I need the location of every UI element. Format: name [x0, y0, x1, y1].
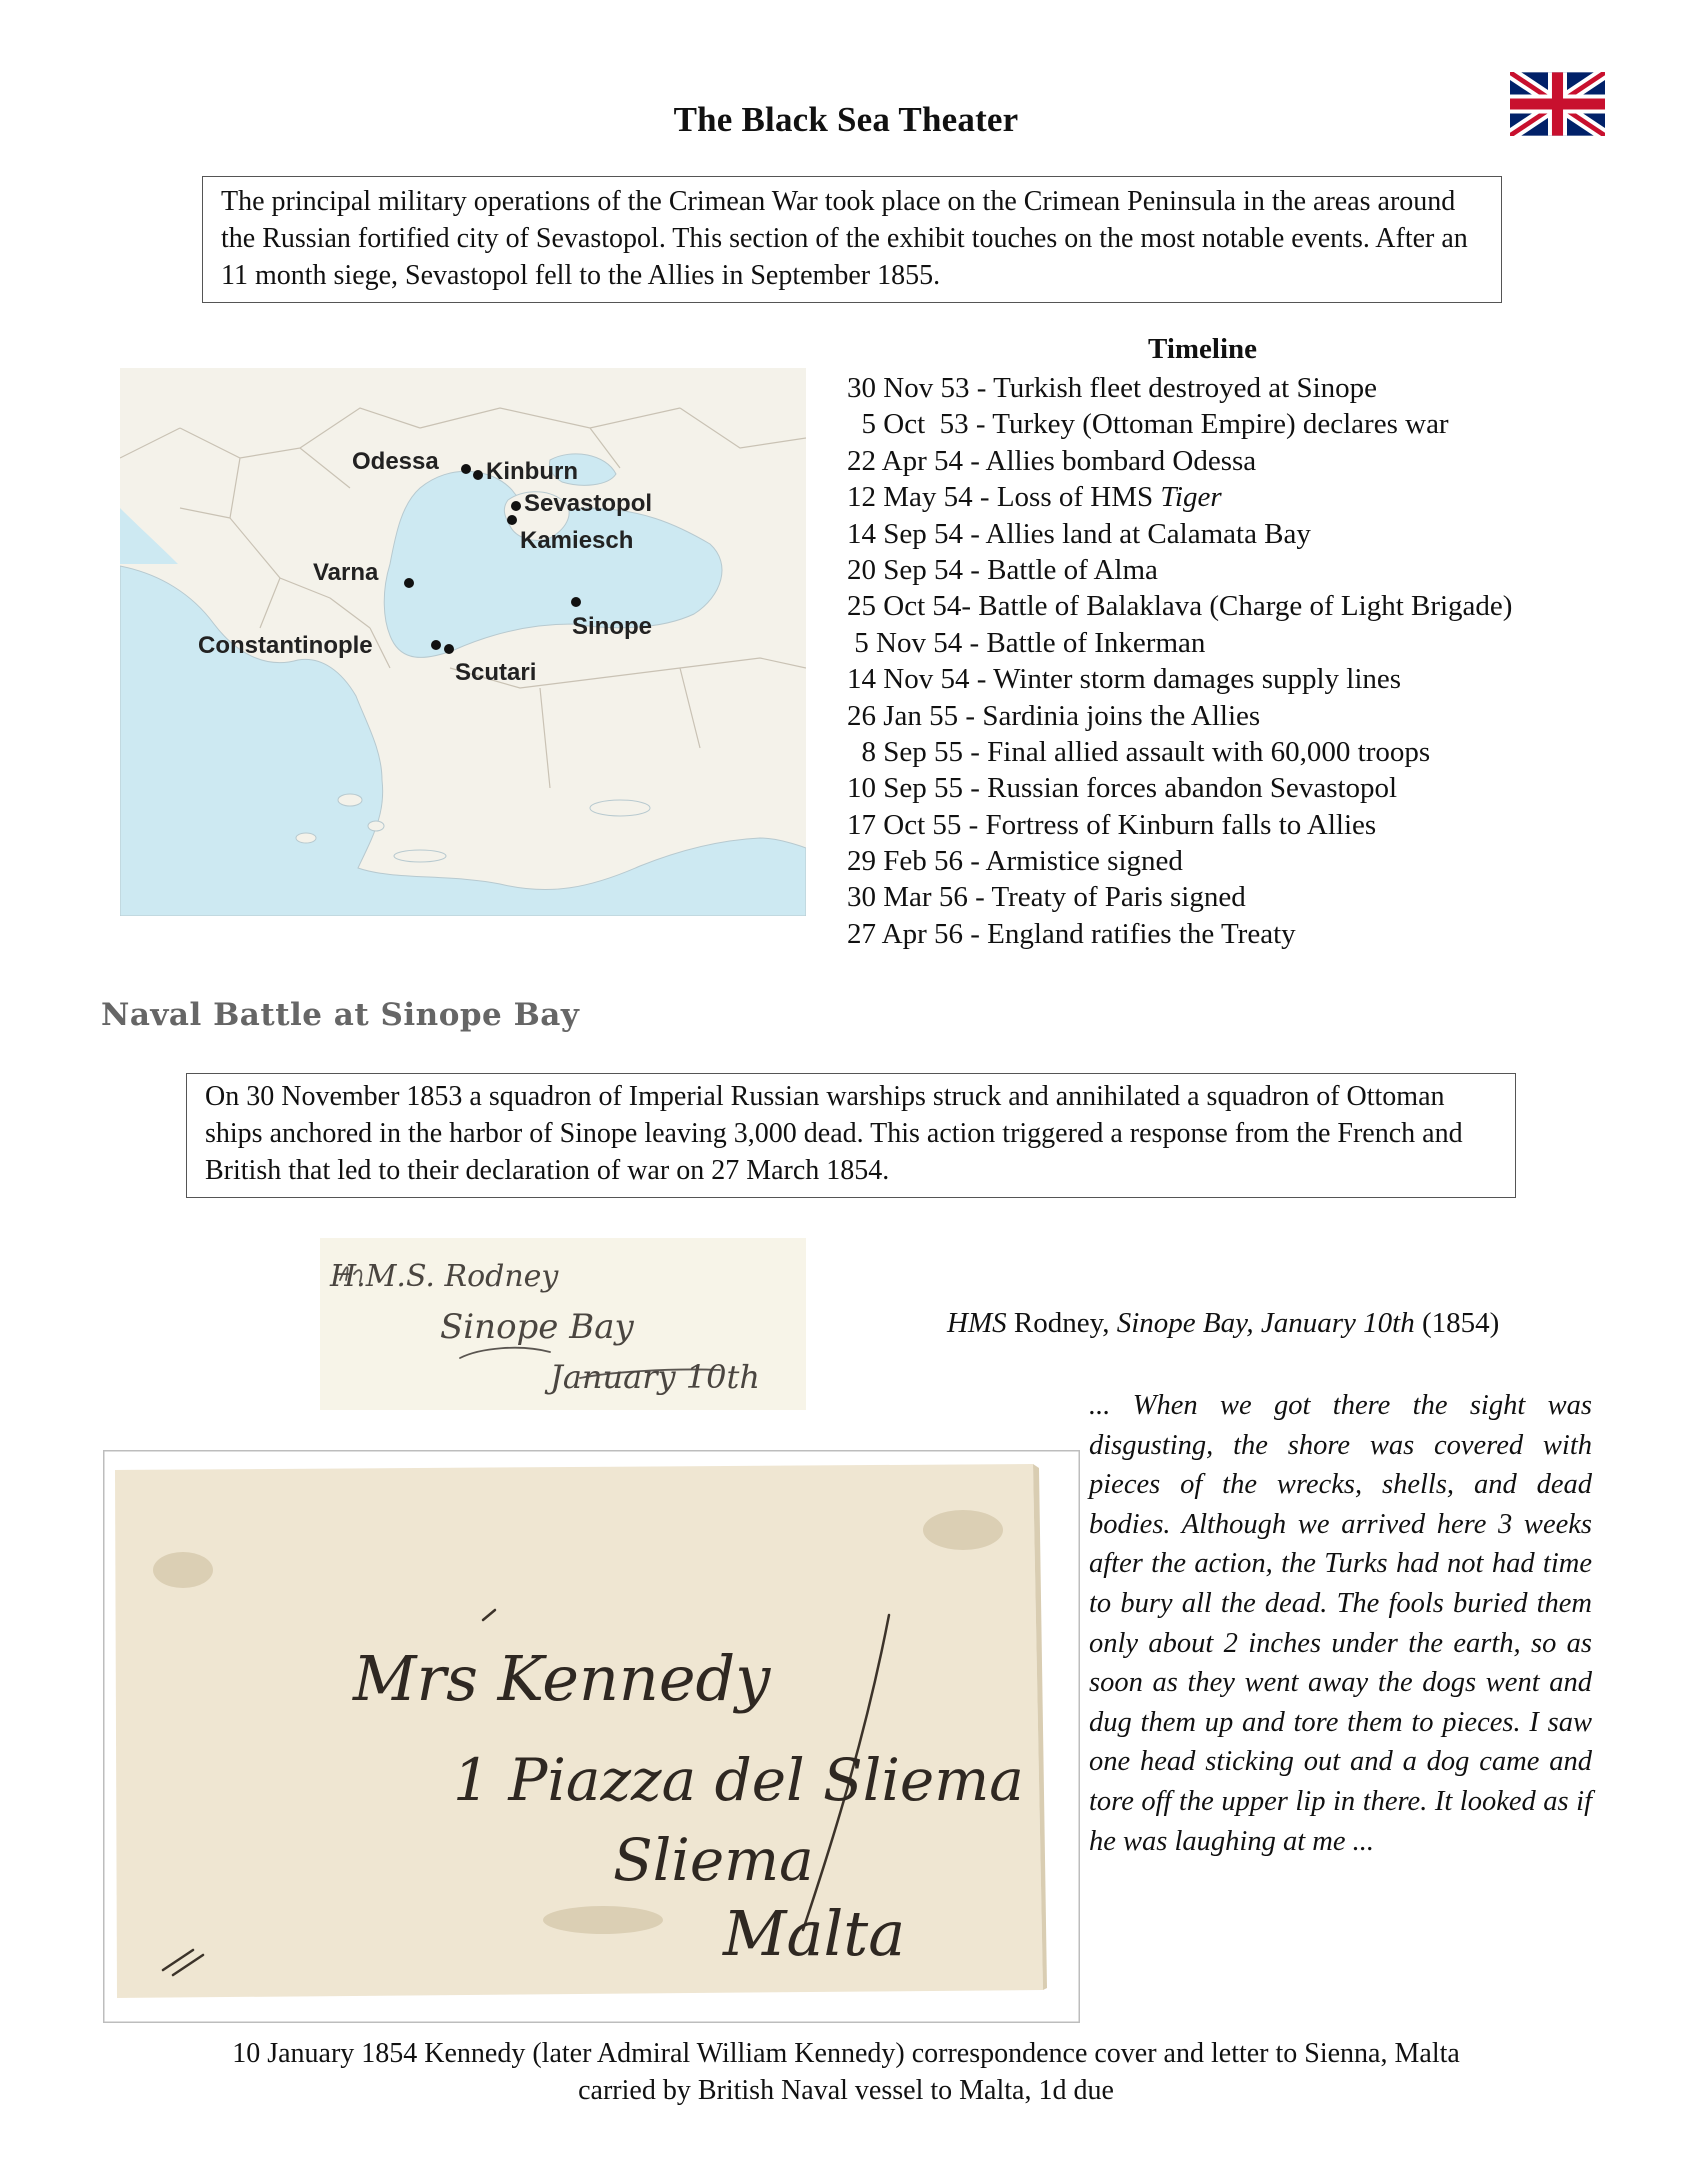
rodney-caption-ship: Rodney,	[1006, 1307, 1117, 1339]
scutari-marker	[444, 644, 454, 654]
cover-caption-line-2: carried by British Naval vessel to Malta, 1d due	[578, 2075, 1114, 2106]
timeline-entry: 25 Oct 54- Battle of Balaklava (Charge of Light Brigade)	[847, 590, 1513, 623]
intro-text-box: The principal military operations of the Crimean War took place on the Crimean Peninsula in the areas around the Russian fortified city of Sevastopol. This section of the exhibit touches on the most notable events. After an 11 month siege, Sevastopol fell to the Allies in September 1855.	[202, 176, 1502, 303]
sevastopol-marker	[511, 501, 521, 511]
map-label-sinope: Sinope	[572, 613, 653, 640]
cover-address-line-1: Mrs Kennedy	[353, 1642, 771, 1715]
timeline-list	[847, 370, 1512, 952]
timeline-entry: 26 Jan 55 - Sardinia joins the Allies	[847, 699, 1261, 732]
section-heading-sinope: Naval Battle at Sinope Bay	[101, 997, 580, 1033]
kinburn-marker	[473, 470, 483, 480]
timeline-entry	[847, 479, 1512, 515]
timeline-entry: 17 Oct 55 - Fortress of Kinburn falls to Allies	[847, 808, 1377, 841]
letter-fragment-image	[320, 1238, 806, 1410]
tiger-ship-name: Tiger	[1160, 481, 1222, 514]
timeline-entry: 30 Mar 56 - Treaty of Paris signed	[847, 881, 1246, 914]
map-label-kinburn: Kinburn	[486, 458, 578, 485]
map-label-sevastopol: Sevastopol	[524, 490, 653, 517]
timeline-entry: 20 Sep 54 - Battle of Alma	[847, 553, 1158, 586]
timeline-entry: 14 Sep 54 - Allies land at Calamata Bay	[847, 517, 1311, 550]
map-label-odessa: Odessa	[352, 448, 439, 475]
varna-marker	[404, 578, 414, 588]
kamiesch-marker	[507, 515, 517, 525]
union-jack-flag-icon	[1510, 72, 1605, 136]
timeline-title: Timeline	[1148, 333, 1258, 365]
rodney-caption	[947, 1307, 1499, 1340]
timeline-entry: 5 Oct 53 - Turkey (Ottoman Empire) declares war	[847, 408, 1449, 441]
cover-address-line-3: Sliema	[613, 1826, 814, 1894]
cover-address-line-2: 1 Piazza del Sliema	[453, 1746, 1024, 1814]
timeline-entry: 22 Apr 54 - Allies bombard Odessa	[847, 444, 1257, 477]
letter-quote: ... When we got there the sight was disgusting, the shore was covered with pieces of the wrecks, shells, and dead bodies. Although we arrived here 3 weeks after the action, the Turks had not had time to bury all the dead. The fools buried them only about 2 inches under the earth, so as soon as they went away the dogs went and dug them up and tore them to pieces. I saw one head sticking out and a dog came and tore off the upper lip in there. It looked as if he was laughing at me ...	[1089, 1390, 1592, 1857]
sinope-text-box: On 30 November 1853 a squadron of Imperial Russian warships struck and annihilated a squadron of Ottoman ships anchored in the harbor of Sinope leaving 3,000 dead. This action triggered a response from the French and British that led to their declaration of war on 27 March 1854.	[186, 1073, 1516, 1198]
timeline-entry: 27 Apr 56 - England ratifies the Treaty	[847, 917, 1296, 950]
timeline-entry: 10 Sep 55 - Russian forces abandon Sevastopol	[847, 772, 1398, 805]
odessa-marker	[461, 464, 471, 474]
black-sea-map	[120, 368, 806, 916]
timeline-entry-text: 12 May 54 - Loss of HMS	[847, 481, 1161, 514]
correspondence-cover-image	[103, 1450, 1080, 2023]
fragment-line-3: January 10th	[550, 1358, 760, 1396]
map-label-scutari: Scutari	[455, 659, 537, 686]
rodney-caption-hms: HMS	[947, 1307, 1007, 1339]
map-label-constantinople: Constantinople	[198, 632, 373, 659]
timeline-entry: 5 Nov 54 - Battle of Inkerman	[847, 626, 1206, 659]
cover-caption	[0, 2035, 1692, 2109]
sinope-marker	[571, 597, 581, 607]
timeline-entry: 14 Nov 54 - Winter storm damages supply lines	[847, 663, 1402, 696]
page-title: The Black Sea Theater	[673, 100, 1019, 139]
fragment-line-2: Sinope Bay	[440, 1307, 634, 1347]
timeline-entry: 30 Nov 53 - Turkish fleet destroyed at Sinope	[847, 372, 1378, 404]
map-label-kamiesch: Kamiesch	[520, 527, 634, 554]
timeline-entry: 29 Feb 56 - Armistice signed	[847, 845, 1183, 878]
rodney-caption-year: (1854)	[1414, 1307, 1500, 1339]
constantinople-marker	[431, 640, 441, 650]
rodney-caption-place: Sinope Bay, January 10th	[1116, 1307, 1415, 1339]
fragment-line-1: H.M.S. Rodney	[330, 1259, 559, 1294]
map-label-varna: Varna	[313, 559, 379, 586]
timeline-entry: 8 Sep 55 - Final allied assault with 60,000 troops	[847, 735, 1431, 768]
cover-address-line-4: Malta	[723, 1897, 906, 1970]
cover-caption-line-1: 10 January 1854 Kennedy (later Admiral William Kennedy) correspondence cover and letter to Sienna, Malta	[232, 2038, 1460, 2069]
